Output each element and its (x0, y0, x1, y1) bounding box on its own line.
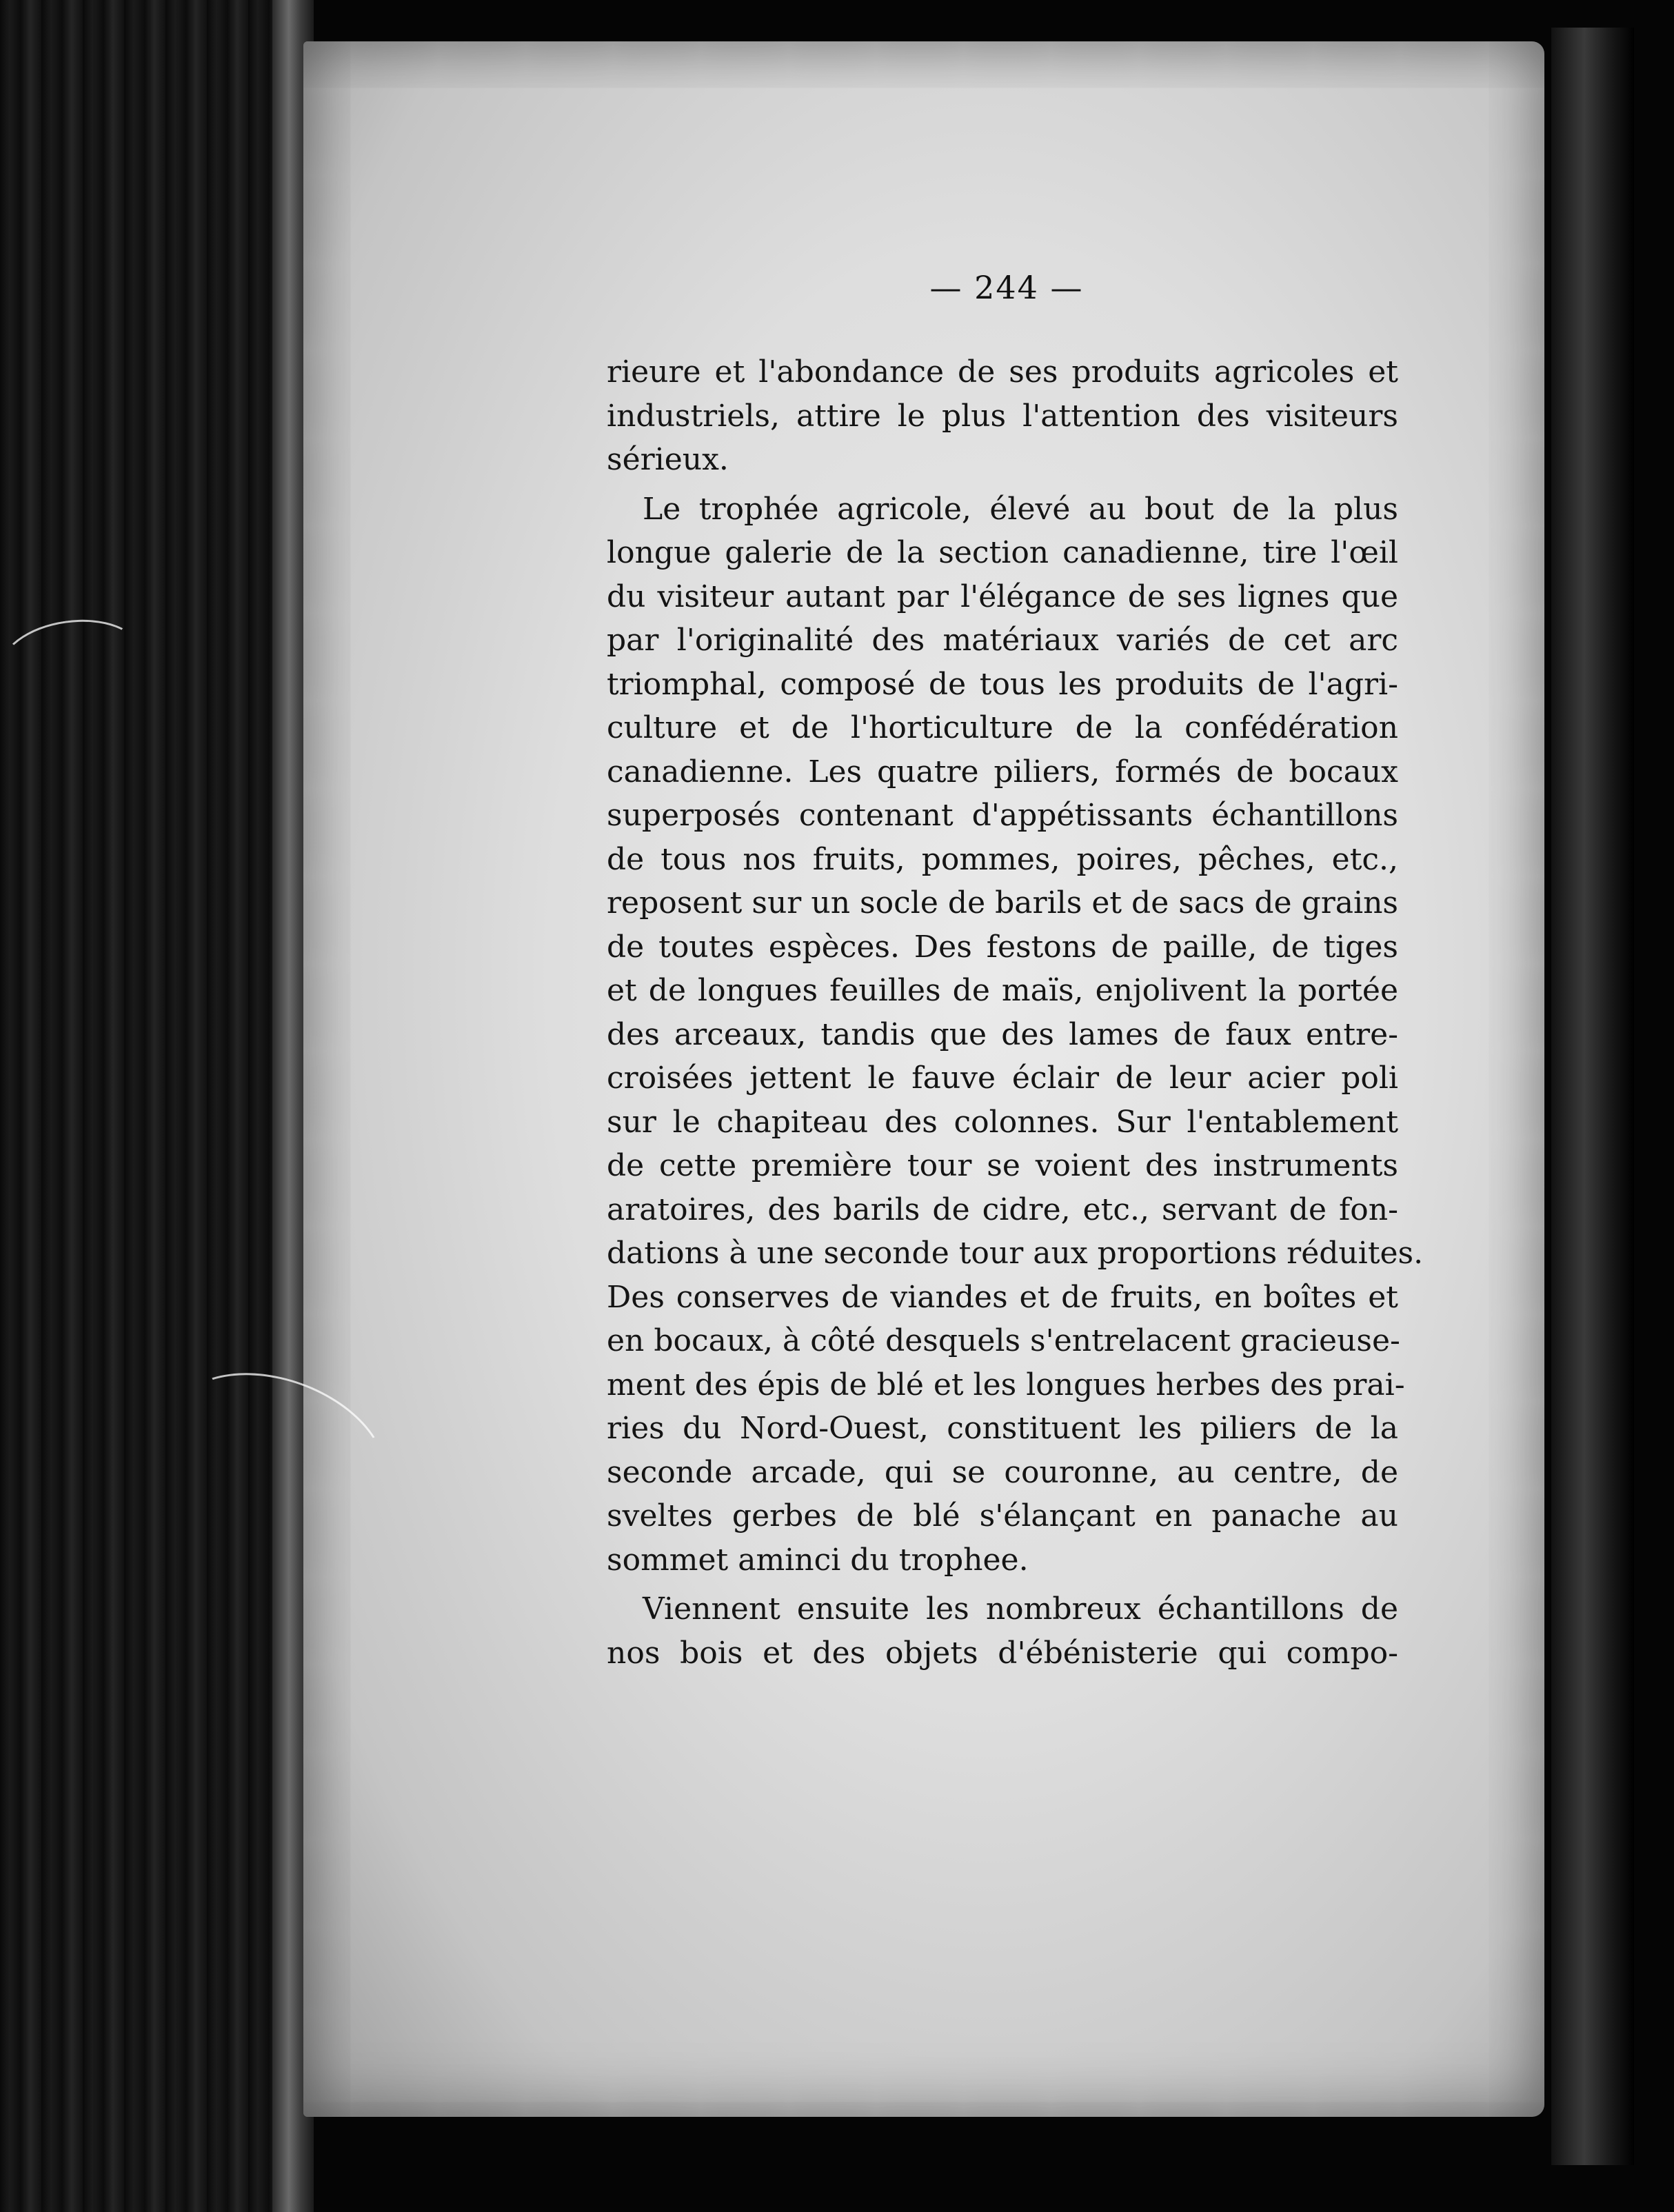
text-line: des arceaux, tandis que des lames de faux entre- (607, 1016, 1398, 1052)
text-line: rieure et l'abondance de ses produits agricoles et (607, 354, 1398, 390)
text-line: Des conserves de viandes et de fruits, en boîtes et (607, 1279, 1398, 1315)
paragraph (607, 350, 1398, 482)
paragraph (607, 487, 1424, 1582)
text-line: de toutes espèces. Des festons de paille, de tiges (607, 929, 1398, 965)
text-line: nos bois et des objets d'ébénisterie qui compo- (607, 1635, 1398, 1671)
text-line: sur le chapiteau des colonnes. Sur l'entablement (607, 1104, 1398, 1140)
text-line: sveltes gerbes de blé s'élançant en panache au (607, 1498, 1398, 1534)
text-line: Le trophée agricole, élevé au bout de la plus (643, 491, 1398, 527)
text-line: dations à une seconde tour aux proportions réduites. (607, 1236, 1424, 1271)
text-line: ries du Nord-Ouest, constituent les piliers de la (607, 1411, 1398, 1446)
page-number: — 244 — (929, 269, 1084, 306)
text-line: superposés contenant d'appétissants échantillons (607, 798, 1398, 833)
text-line: reposent sur un socle de barils et de sacs de grains (607, 885, 1398, 921)
text-line: longue galerie de la section canadienne, tire l'œil (607, 535, 1398, 570)
text-line: en bocaux, à côté desquels s'entrelacent gracieuse- (607, 1323, 1400, 1358)
text-line: aratoires, des barils de cidre, etc., servant de fon- (607, 1192, 1398, 1227)
text-line: culture et de l'horticulture de la confédération (607, 710, 1398, 745)
text-line: de cette première tour se voient des instruments (607, 1148, 1398, 1183)
text-line: de tous nos fruits, pommes, poires, pêches, etc., (607, 841, 1398, 877)
text-line: industriels, attire le plus l'attention des visiteurs (607, 398, 1398, 434)
next-leaf-edge (1551, 28, 1634, 2165)
paragraph (607, 1587, 1398, 1675)
text-line: croisées jettent le fauve éclair de leur acier poli (607, 1060, 1398, 1096)
text-line: triomphal, composé de tous les produits de l'agri- (607, 666, 1398, 702)
text-line: et de longues feuilles de maïs, enjolivent la portée (607, 973, 1398, 1008)
text-line: canadienne. Les quatre piliers, formés de bocaux (607, 754, 1398, 790)
text-line: seconde arcade, qui se couronne, au centre, de (607, 1454, 1398, 1490)
text-line: du visiteur autant par l'élégance de ses lignes que (607, 579, 1398, 614)
text-line: sérieux. (607, 442, 729, 477)
text-line: par l'originalité des matériaux variés de cet arc (607, 623, 1398, 658)
book-binding (0, 0, 296, 2212)
text-line: sommet aminci du trophee. (607, 1542, 1029, 1578)
text-line: ment des épis de blé et les longues herbes des prai- (607, 1367, 1405, 1402)
page-body-text (607, 350, 1424, 1675)
text-line: Viennent ensuite les nombreux échantillons de (643, 1591, 1398, 1627)
